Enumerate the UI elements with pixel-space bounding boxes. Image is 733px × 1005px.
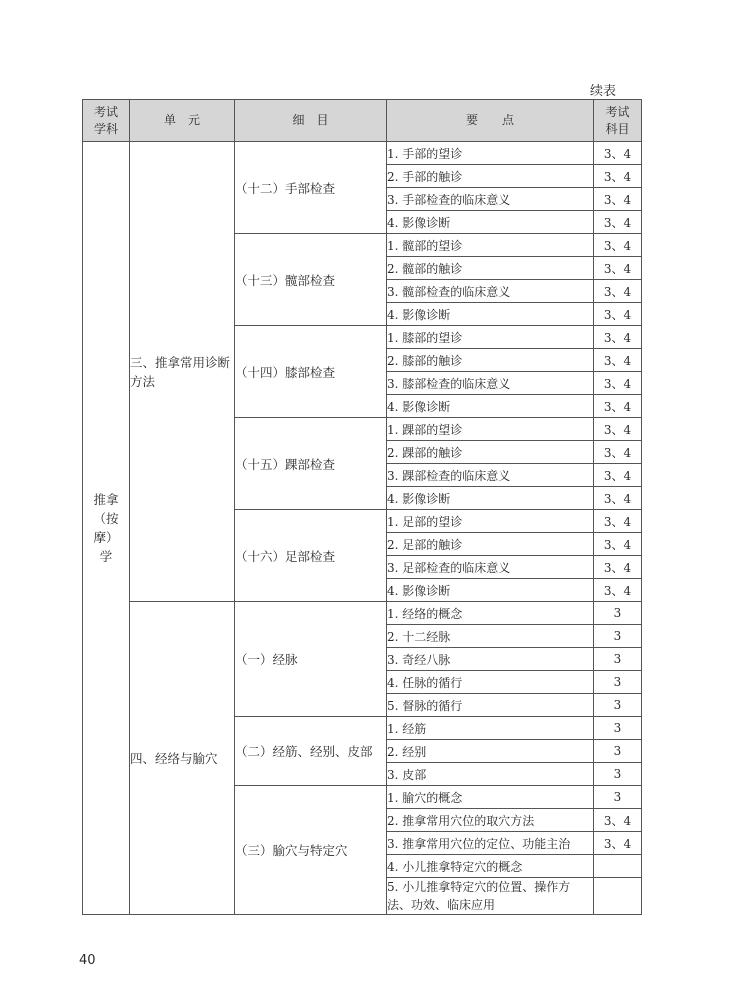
header-unit: 单 元 — [130, 100, 235, 142]
exam-subject-number-cell: 3、4 — [594, 372, 642, 395]
exam-subject-number-cell: 3 — [594, 648, 642, 671]
header-detail: 细 目 — [235, 100, 387, 142]
point-cell: 2. 经别 — [387, 740, 594, 763]
point-cell: 3. 踝部检查的临床意义 — [387, 464, 594, 487]
point-cell: 3. 膝部检查的临床意义 — [387, 372, 594, 395]
point-cell: 2. 推拿常用穴位的取穴方法 — [387, 809, 594, 832]
unit-cell: 三、推拿常用诊断方法 — [130, 142, 235, 602]
detail-cell: （三）腧穴与特定穴 — [235, 786, 387, 915]
header-points: 要 点 — [387, 100, 594, 142]
exam-subject-number-cell: 3、4 — [594, 464, 642, 487]
detail-cell: （十五）踝部检查 — [235, 418, 387, 510]
exam-subject-number-cell: 3、4 — [594, 441, 642, 464]
subject-cell: 推拿 （按摩） 学 — [83, 142, 130, 915]
exam-subject-number-cell: 3、4 — [594, 257, 642, 280]
point-cell: 1. 足部的望诊 — [387, 510, 594, 533]
point-cell: 2. 踝部的触诊 — [387, 441, 594, 464]
point-cell: 1. 经络的概念 — [387, 602, 594, 625]
point-cell: 1. 腧穴的概念 — [387, 786, 594, 809]
point-cell: 1. 膝部的望诊 — [387, 326, 594, 349]
point-cell: 3. 奇经八脉 — [387, 648, 594, 671]
exam-subject-number-cell: 3 — [594, 694, 642, 717]
exam-subject-number-cell: 3、4 — [594, 832, 642, 855]
point-cell: 2. 手部的触诊 — [387, 165, 594, 188]
point-cell: 4. 影像诊断 — [387, 487, 594, 510]
exam-subject-number-cell: 3、4 — [594, 533, 642, 556]
table-body — [83, 142, 642, 915]
exam-subject-number-cell: 3、4 — [594, 188, 642, 211]
point-cell: 4. 影像诊断 — [387, 211, 594, 234]
point-cell: 5. 小儿推拿特定穴的位置、操作方法、功效、临床应用 — [387, 878, 594, 915]
header-exam-subjects: 考试 科目 — [594, 100, 642, 142]
exam-subject-number-cell: 3、4 — [594, 165, 642, 188]
point-cell: 4. 小儿推拿特定穴的概念 — [387, 855, 594, 878]
point-cell: 2. 足部的触诊 — [387, 533, 594, 556]
table-row — [83, 142, 642, 165]
point-cell: 4. 影像诊断 — [387, 395, 594, 418]
continued-label: 续表 — [590, 84, 617, 99]
point-cell: 3. 皮部 — [387, 763, 594, 786]
exam-subject-number-cell: 3、4 — [594, 142, 642, 165]
exam-subject-number-cell: 3、4 — [594, 349, 642, 372]
table-header-row — [83, 100, 642, 142]
exam-subject-number-cell — [594, 878, 642, 915]
exam-subject-number-cell: 3、4 — [594, 303, 642, 326]
exam-subject-number-cell: 3 — [594, 625, 642, 648]
unit-cell: 四、经络与腧穴 — [130, 602, 235, 915]
point-cell: 2. 膝部的触诊 — [387, 349, 594, 372]
exam-subject-number-cell: 3、4 — [594, 234, 642, 257]
exam-subject-number-cell: 3、4 — [594, 326, 642, 349]
exam-subject-number-cell: 3 — [594, 602, 642, 625]
exam-subject-number-cell — [594, 855, 642, 878]
exam-subject-number-cell: 3、4 — [594, 418, 642, 441]
exam-subject-number-cell: 3 — [594, 717, 642, 740]
detail-cell: （一）经脉 — [235, 602, 387, 717]
point-cell: 2. 髋部的触诊 — [387, 257, 594, 280]
point-cell: 1. 髋部的望诊 — [387, 234, 594, 257]
exam-subject-number-cell: 3、4 — [594, 809, 642, 832]
exam-subject-number-cell: 3 — [594, 671, 642, 694]
exam-outline-table — [82, 99, 642, 915]
point-cell: 3. 足部检查的临床意义 — [387, 556, 594, 579]
point-cell: 5. 督脉的循行 — [387, 694, 594, 717]
detail-cell: （二）经筋、经别、皮部 — [235, 717, 387, 786]
exam-subject-number-cell: 3、4 — [594, 579, 642, 602]
exam-subject-number-cell: 3 — [594, 786, 642, 809]
exam-subject-number-cell: 3 — [594, 740, 642, 763]
detail-cell: （十三）髋部检查 — [235, 234, 387, 326]
point-cell: 4. 影像诊断 — [387, 303, 594, 326]
exam-subject-number-cell: 3 — [594, 763, 642, 786]
page-number: 40 — [79, 953, 96, 968]
point-cell: 1. 手部的望诊 — [387, 142, 594, 165]
point-cell: 4. 影像诊断 — [387, 579, 594, 602]
point-cell: 3. 手部检查的临床意义 — [387, 188, 594, 211]
table-row — [83, 602, 642, 625]
point-cell: 4. 任脉的循行 — [387, 671, 594, 694]
exam-subject-number-cell: 3、4 — [594, 556, 642, 579]
point-cell: 2. 十二经脉 — [387, 625, 594, 648]
exam-subject-number-cell: 3、4 — [594, 280, 642, 303]
detail-cell: （十四）膝部检查 — [235, 326, 387, 418]
header-exam-subject: 考试 学科 — [83, 100, 130, 142]
point-cell: 1. 踝部的望诊 — [387, 418, 594, 441]
exam-subject-number-cell: 3、4 — [594, 510, 642, 533]
point-cell: 3. 推拿常用穴位的定位、功能主治 — [387, 832, 594, 855]
point-cell: 3. 髋部检查的临床意义 — [387, 280, 594, 303]
detail-cell: （十六）足部检查 — [235, 510, 387, 602]
exam-subject-number-cell: 3、4 — [594, 395, 642, 418]
exam-subject-number-cell: 3、4 — [594, 487, 642, 510]
detail-cell: （十二）手部检查 — [235, 142, 387, 234]
exam-subject-number-cell: 3、4 — [594, 211, 642, 234]
point-cell: 1. 经筋 — [387, 717, 594, 740]
